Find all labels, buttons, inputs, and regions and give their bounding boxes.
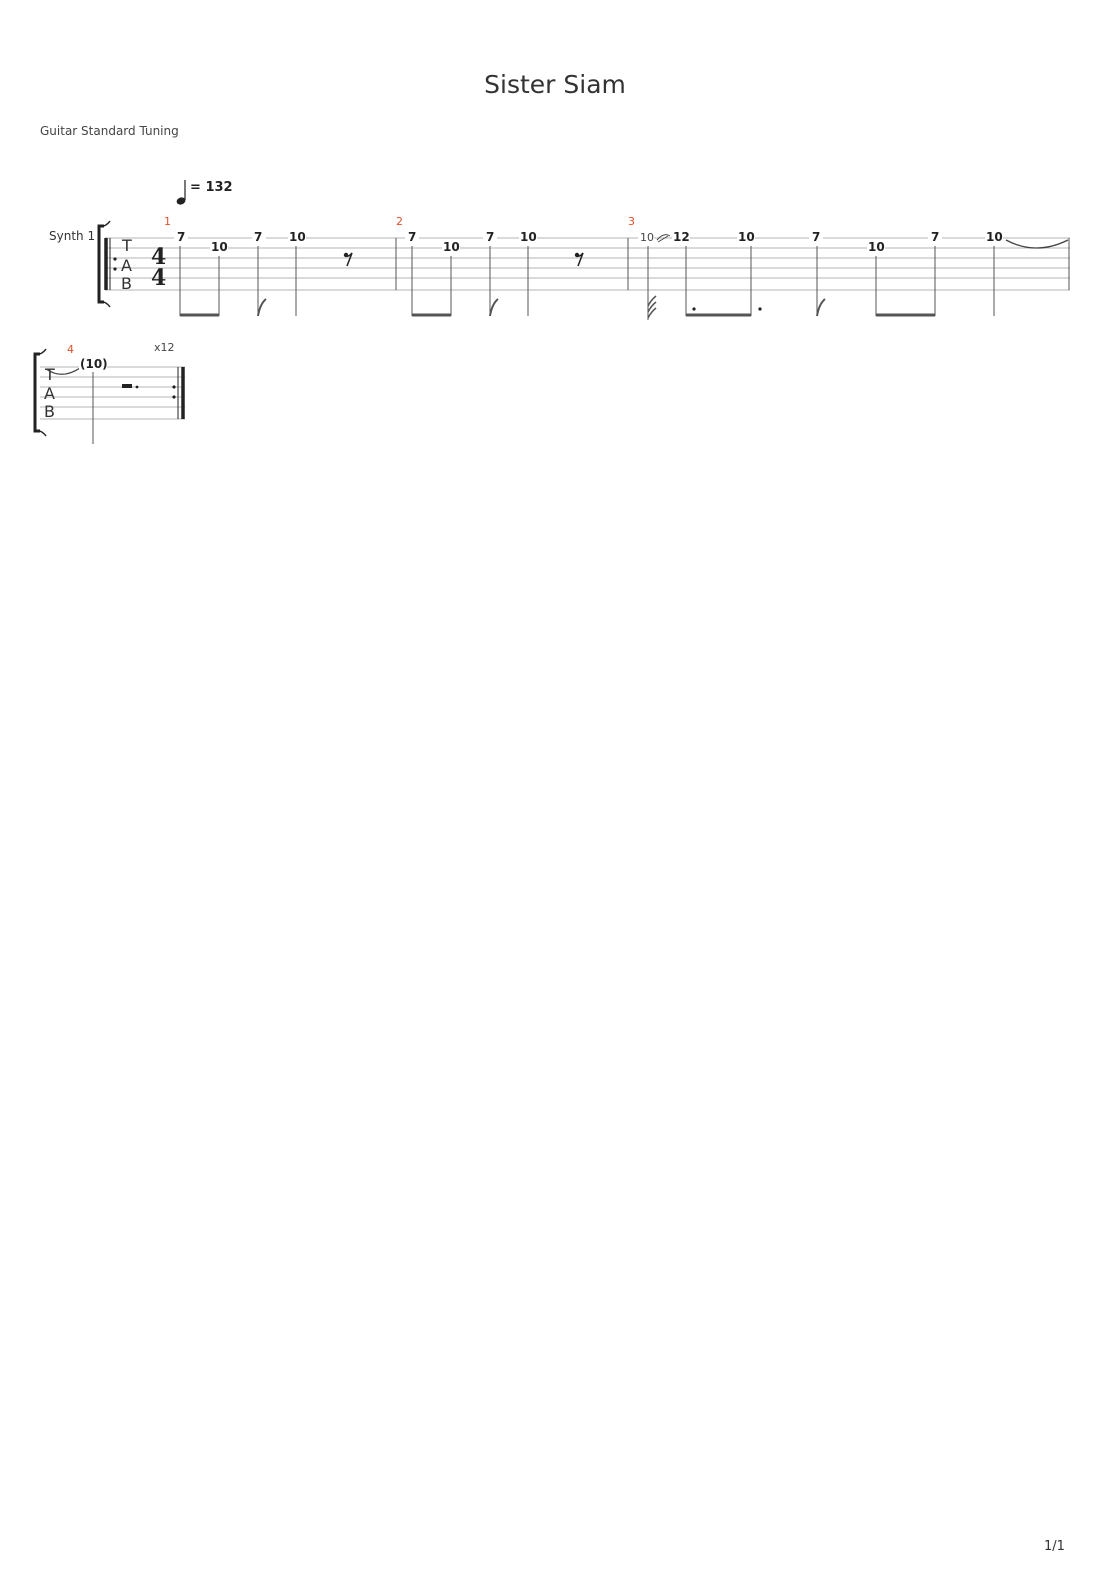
repeat-start-barline xyxy=(106,238,117,290)
repeat-count: x12 xyxy=(154,341,175,354)
score-title: Sister Siam xyxy=(484,70,626,99)
fret-number: 7 xyxy=(254,230,263,244)
bar-1 xyxy=(174,230,352,316)
tab-letter-b: B xyxy=(44,402,55,421)
quarter-note-icon xyxy=(176,180,187,206)
bar-number-4: 4 xyxy=(67,343,74,356)
time-signature-top: 4 xyxy=(151,244,167,270)
tab-letter-t: T xyxy=(122,236,132,255)
fret-number: 10 xyxy=(211,240,228,254)
tab-staff-lines xyxy=(105,238,1070,290)
tab-letter-a: A xyxy=(44,384,55,403)
bar-number-1: 1 xyxy=(164,215,171,228)
time-signature-bottom: 4 xyxy=(151,265,167,291)
fret-number: 10 xyxy=(520,230,537,244)
dotted-half-rest-icon xyxy=(122,384,138,388)
fret-number: 7 xyxy=(486,230,495,244)
tie-arc xyxy=(1006,240,1068,248)
tempo-value: 132 xyxy=(205,180,233,195)
system-2 xyxy=(35,341,185,444)
eighth-rest-icon xyxy=(575,253,583,266)
tab-letter-t: T xyxy=(45,365,55,384)
tab-letter-b: B xyxy=(121,274,132,293)
tab-letter-a: A xyxy=(121,256,132,275)
fret-number: 10 xyxy=(986,230,1003,244)
fret-number: 12 xyxy=(673,230,690,244)
fret-number: 7 xyxy=(931,230,940,244)
bar-2 xyxy=(405,230,583,316)
tuning-label: Guitar Standard Tuning xyxy=(40,124,179,138)
fret-number: 10 xyxy=(443,240,460,254)
fret-number: 10 xyxy=(289,230,306,244)
repeat-end-barline xyxy=(172,367,183,419)
bar-number-3: 3 xyxy=(628,215,635,228)
bar-3 xyxy=(638,230,1068,320)
fret-number: 7 xyxy=(812,230,821,244)
tempo-equals: = xyxy=(190,180,201,195)
fret-number: 7 xyxy=(408,230,417,244)
tied-fret-number: (10) xyxy=(80,357,108,371)
grace-fret-number: 10 xyxy=(640,231,654,244)
track-name: Synth 1 xyxy=(49,229,96,243)
fret-number: 7 xyxy=(177,230,186,244)
page-number: 1/1 xyxy=(1044,1539,1065,1554)
eighth-rest-icon xyxy=(344,253,352,266)
system-1 xyxy=(99,215,1070,320)
fret-number: 10 xyxy=(868,240,885,254)
bar-number-2: 2 xyxy=(396,215,403,228)
fret-number: 10 xyxy=(738,230,755,244)
